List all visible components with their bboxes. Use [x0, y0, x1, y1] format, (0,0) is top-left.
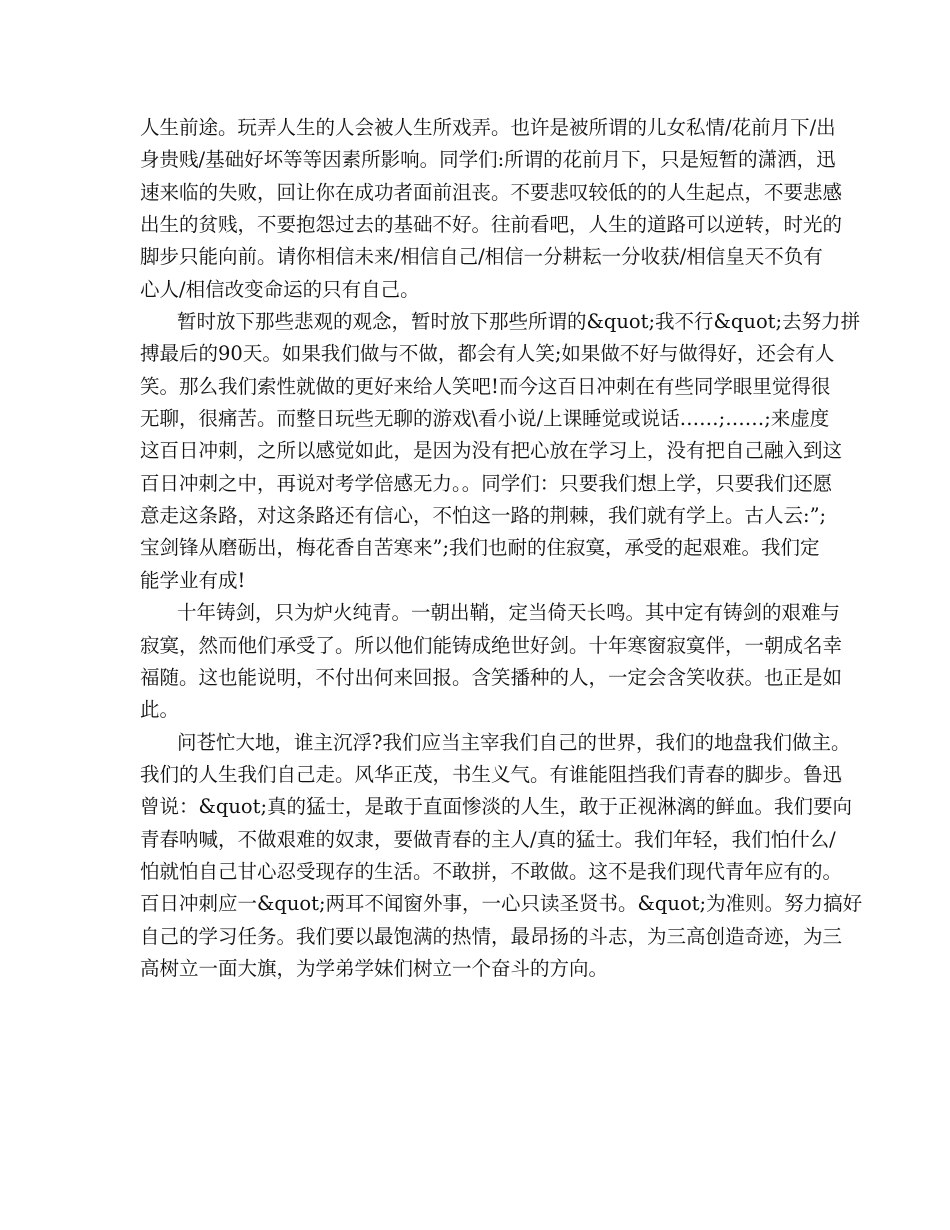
text-line: 十年铸剑，只为炉火纯青。一朝出鞘，定当倚天长鸣。其中定有铸剑的艰难与 — [177, 601, 841, 625]
text-line: 曾说：&quot;真的猛士，是敢于直面惨淡的人生，敢于正视淋漓的鲜血。我们要向 — [140, 795, 853, 819]
text-line: 我们的人生我们自己走。风华正茂，书生义气。有谁能阻挡我们青春的脚步。鲁迅 — [140, 762, 843, 786]
text-line: 百日冲刺之中，再说对考学倍感无力。。同学们：只要我们想上学，只要我们还愿 — [140, 471, 833, 495]
text-line: 搏最后的90天。如果我们做与不做，都会有人笑;如果做不好与做得好，还会有人 — [140, 342, 835, 366]
text-line: 身贵贱/基础好坏等等因素所影响。同学们:所谓的花前月下，只是短暂的潇洒，迅 — [140, 148, 836, 172]
text-line: 自己的学习任务。我们要以最饱满的热情，最昂扬的斗志，为三高创造奇迹，为三 — [140, 924, 843, 948]
text-line: 青春呐喊，不做艰难的奴隶，要做青春的主人/真的猛士。我们年轻，我们怕什么/ — [140, 827, 836, 851]
text-line: 怕就怕自己甘心忍受现存的生活。不敢拼，不敢做。这不是我们现代青年应有的。 — [140, 859, 843, 883]
text-line: 此。 — [140, 698, 180, 722]
text-line: 心人/相信改变命运的只有自己。 — [140, 277, 420, 301]
paragraph — [140, 306, 861, 597]
text-line: 福随。这也能说明，不付出何来回报。含笑播种的人，一定会含笑收获。也正是如 — [140, 665, 843, 689]
text-line: 寂寞，然而他们承受了。所以他们能铸成绝世好剑。十年寒窗寂寞伴，一朝成名幸 — [140, 633, 843, 657]
paragraph — [140, 597, 843, 726]
paragraph — [140, 727, 863, 986]
text-line: 宝剑锋从磨砺出，梅花香自苦寒来”;我们也耐的住寂寞，承受的起艰难。我们定 — [140, 536, 820, 560]
text-line: 这百日冲刺，之所以感觉如此，是因为没有把心放在学习上，没有把自己融入到这 — [140, 439, 843, 463]
text-line: 百日冲刺应一&quot;两耳不闻窗外事，一心只读圣贤书。&quot;为准则。努力搞好 — [140, 892, 863, 916]
text-line: 人生前途。玩弄人生的人会被人生所戏弄。也许是被所谓的儿女私情/花前月下/出 — [140, 116, 836, 139]
text-line: 出生的贫贱，不要抱怨过去的基础不好。往前看吧，人生的道路可以逆转，时光的 — [140, 213, 843, 237]
text-line: 速来临的失败，回让你在成功者面前沮丧。不要悲叹较低的的人生起点，不要悲感 — [140, 180, 843, 204]
text-line: 能学业有成! — [140, 568, 246, 592]
text-line: 意走这条路，对这条路还有信心，不怕这一路的荆棘，我们就有学上。古人云:”; — [140, 504, 827, 528]
text-line: 无聊，很痛苦。而整日玩些无聊的游戏\看小说/上课睡觉或说话……;……;来虚度 — [140, 407, 830, 431]
text-line: 脚步只能向前。请你相信未来/相信自己/相信一分耕耘一分收获/相信皇天不负有 — [140, 245, 823, 269]
text-line: 高树立一面大旗，为学弟学妹们树立一个奋斗的方向。 — [140, 956, 609, 980]
text-line: 问苍忙大地，谁主沉浮?我们应当主宰我们自己的世界，我们的地盘我们做主。 — [177, 730, 851, 754]
document-body — [140, 112, 863, 985]
paragraph — [140, 112, 843, 306]
text-line: 暂时放下那些悲观的观念，暂时放下那些所谓的&quot;我不行&quot;去努力拼 — [177, 310, 861, 334]
text-line: 笑。那么我们索性就做的更好来给人笑吧!而今这百日冲刺在有些同学眼里觉得很 — [140, 374, 831, 398]
